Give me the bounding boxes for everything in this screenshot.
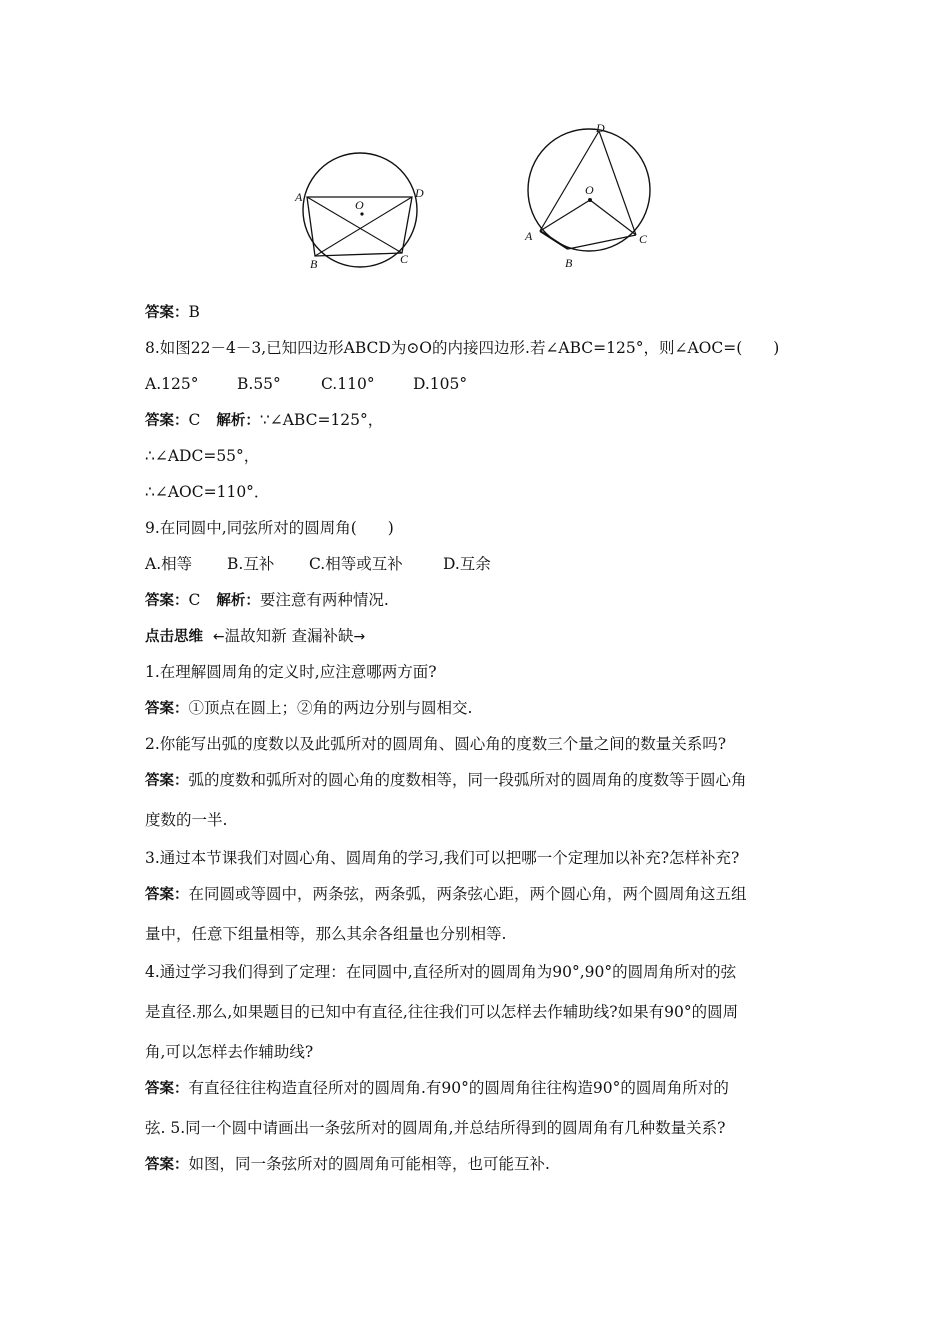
center-dot <box>360 212 363 215</box>
chord-da <box>540 131 599 231</box>
answer-text: 在同圆或等圆中，两条弦，两条弧，两条弦心距，两个圆心角，两个圆周角这五组 <box>188 885 747 903</box>
option-a: A.125° <box>145 375 199 393</box>
answer-text: 弧的度数和弧所对的圆心角的度数相等，同一段弧所对的圆周角的度数等于圆心角 <box>188 771 747 789</box>
analysis-text: ∵∠ABC=125°， <box>259 411 384 429</box>
label-d: D <box>596 122 605 135</box>
chord-dc <box>599 131 636 235</box>
answer-text: ①顶点在圆上；②角的两边分别与圆相交. <box>188 699 473 717</box>
answer-text: 如图，同一条弦所对的圆周角可能相等，也可能互补. <box>188 1155 550 1173</box>
thinking-answer-2-cont: 度数的一半. <box>145 811 228 829</box>
question-9-options <box>145 554 825 574</box>
answer-value: C <box>188 591 201 609</box>
thinking-question-4-cont2: 角,可以怎样去作辅助线? <box>145 1043 314 1061</box>
option-d: D.105° <box>413 375 468 393</box>
answer-label: 答案： <box>145 773 189 789</box>
thinking-answer-2 <box>145 770 825 791</box>
figure-quadrilateral-diagonals <box>290 150 430 275</box>
answer-7 <box>145 302 825 323</box>
analysis-text: 要注意有两种情况. <box>259 591 389 609</box>
analysis-label: 解析： <box>216 593 260 609</box>
thinking-question-3: 3.通过本节课我们对圆心角、圆周角的学习,我们可以把哪一个定理加以补充?怎样补充? <box>145 849 740 867</box>
option-b: B.互补 <box>227 555 275 573</box>
answer-text: 有直径往往构造直径所对的圆周角.有90°的圆周角往往构造90°的圆周角所对的 <box>188 1079 729 1097</box>
answer-8-step-3: ∴∠AOC=110°． <box>145 483 270 501</box>
chord-ab <box>540 231 568 249</box>
answer-9 <box>145 590 825 611</box>
answer-8 <box>145 410 825 431</box>
label-o: O <box>585 183 594 197</box>
radius-oc <box>590 200 636 235</box>
chord-bc <box>568 235 636 249</box>
thinking-question-2: 2.你能写出弧的度数以及此弧所对的圆周角、圆心角的度数三个量之间的数量关系吗? <box>145 735 727 753</box>
answer-label: 答案： <box>145 305 189 321</box>
answer-8-step-2: ∴∠ADC=55°， <box>145 447 260 465</box>
thinking-answer-5 <box>145 1154 825 1175</box>
right-arrow-icon: → <box>353 629 366 645</box>
label-b: B <box>565 256 573 270</box>
question-8: 8.如图22－4－3,已知四边形ABCD为⊙O的内接四边形.若∠ABC=125°，则∠AOC=( ) <box>145 339 780 357</box>
option-c: C.相等或互补 <box>309 555 403 573</box>
thinking-question-1: 1.在理解圆周角的定义时,应注意哪两方面? <box>145 663 437 681</box>
thinking-answer-4 <box>145 1078 825 1099</box>
answer-label: 答案： <box>145 1081 189 1097</box>
thinking-answer-3 <box>145 884 825 905</box>
answer-label: 答案： <box>145 887 189 903</box>
option-b: B.55° <box>237 375 281 393</box>
label-d: D <box>415 186 424 200</box>
answer-value: B <box>188 303 200 321</box>
center-dot <box>588 198 592 202</box>
section-subtitle: 温故知新 查漏补缺 <box>224 627 354 645</box>
thinking-answer-1 <box>145 698 825 719</box>
thinking-answer-3-cont: 量中，任意下组量相等，那么其余各组量也分别相等. <box>145 925 507 943</box>
option-c: C.110° <box>321 375 375 393</box>
answer-value: C <box>188 411 201 429</box>
answer-label: 答案： <box>145 593 189 609</box>
label-c: C <box>400 252 409 266</box>
analysis-label: 解析： <box>216 413 260 429</box>
label-a: A <box>295 190 303 204</box>
thinking-question-4: 4.通过学习我们得到了定理：在同圆中,直径所对的圆周角为90°,90°的圆周角所对的弦 <box>145 963 737 981</box>
thinking-question-4-cont: 是直径.那么,如果题目的已知中有直径,往往我们可以怎样去作辅助线?如果有90°的圆周 <box>145 1003 739 1021</box>
answer-label: 答案： <box>145 701 189 717</box>
left-arrow-icon: ← <box>212 629 225 645</box>
option-a: A.相等 <box>145 555 193 573</box>
answer-label: 答案： <box>145 413 189 429</box>
answer-label: 答案： <box>145 1157 189 1173</box>
label-a: A <box>525 229 533 243</box>
label-o: O <box>355 198 364 212</box>
section-title: 点击思维 <box>145 629 203 645</box>
option-d: D.互余 <box>443 555 491 573</box>
question-9: 9.在同圆中,同弦所对的圆周角( ) <box>145 519 394 537</box>
figure-inscribed-angle <box>515 122 665 272</box>
section-header <box>145 626 825 647</box>
label-b: B <box>310 257 318 271</box>
question-8-options <box>145 374 825 394</box>
label-c: C <box>639 232 648 246</box>
radius-oa <box>540 200 590 231</box>
thinking-answer-4-cont: 弦. 5.同一个圆中请画出一条弦所对的圆周角,并总结所得到的圆周角有几种数量关系? <box>145 1119 726 1137</box>
